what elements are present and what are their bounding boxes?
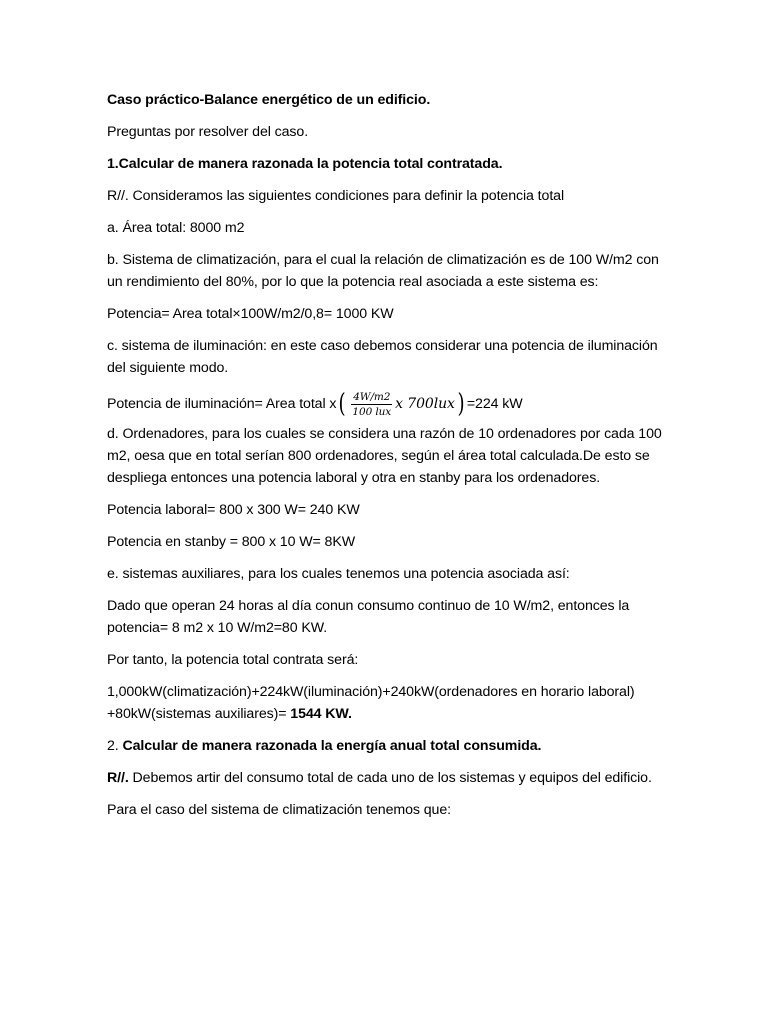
item-b-climatizacion: b. Sistema de climatización, para el cual la relación de climatización es de 100 W/m2 con un rendimiento del 80%, por lo que la potencia real asociada a este sistema es: (107, 252, 659, 290)
question-1-heading: 1.Calcular de manera razonada la potencia total contratada. (107, 156, 503, 172)
intro-text: Preguntas por resolver del caso. (107, 124, 309, 140)
potencia-iluminacion-formula (107, 389, 667, 419)
question-2-answer (107, 767, 667, 789)
question-2-number: 2. (107, 738, 119, 754)
total-text: 1,000kW(climatización)+224kW(iluminación)+240kW(ordenadores en horario laboral) +80kW(sistemas auxiliares)= (107, 684, 635, 722)
auxiliares-text: Dado que operan 24 horas al día conun consumo continuo de 10 W/m2, entonces la potencia= 8 m2 x 10 W/m2=80 KW. (107, 598, 630, 636)
open-paren: ( (338, 389, 346, 419)
item-d-ordenadores: d. Ordenadores, para los cuales se considera una razón de 10 ordenadores por cada 100 m2, oesa que en total serían 800 ordenadores, según el área total calculada.De esto se despliega entonces una potencia laboral y otra en stanby para los ordenadores. (107, 426, 662, 486)
potencia-stanby-formula: Potencia en stanby = 800 x 10 W= 8KW (107, 534, 355, 550)
document-title: Caso práctico-Balance energético de un edificio. (107, 92, 431, 108)
question-2-answer-label: R//. (107, 770, 129, 786)
por-tanto-text: Por tanto, la potencia total contrata será: (107, 652, 359, 668)
fraction-numerator: 4W/m2 (353, 390, 391, 403)
formula-fraction (350, 391, 393, 418)
document-body (107, 89, 667, 831)
item-e-auxiliares: e. sistemas auxiliares, para los cuales tenemos una potencia asociada así: (107, 566, 570, 582)
close-paren: ) (457, 389, 465, 419)
question-2-title: Calcular de manera razonada la energía anual total consumida. (122, 738, 542, 754)
total-potencia (107, 681, 667, 725)
formula-prefix: Potencia de iluminación= Area total x (107, 396, 337, 412)
potencia-climatizacion-formula: Potencia= Area total×100W/m2/0,8= 1000 KW (107, 306, 394, 322)
question-2-heading (107, 735, 667, 757)
item-c-iluminacion: c. sistema de iluminación: en este caso debemos considerar una potencia de iluminación del siguiente modo. (107, 338, 658, 376)
formula-middle: x 700lux (395, 396, 455, 412)
formula-suffix: =224 kW (466, 396, 523, 412)
climatizacion-intro: Para el caso del sistema de climatización tenemos que: (107, 802, 451, 818)
item-a-area: a. Área total: 8000 m2 (107, 220, 245, 236)
potencia-laboral-formula: Potencia laboral= 800 x 300 W= 240 KW (107, 502, 360, 518)
question-2-answer-text: Debemos artir del consumo total de cada uno de los sistemas y equipos del edificio. (132, 770, 652, 786)
question-1-answer-intro: R//. Consideramos las siguientes condiciones para definir la potencia total (107, 188, 565, 204)
fraction-denominator: 100 lux (352, 405, 392, 418)
total-value: 1544 KW. (290, 706, 352, 722)
